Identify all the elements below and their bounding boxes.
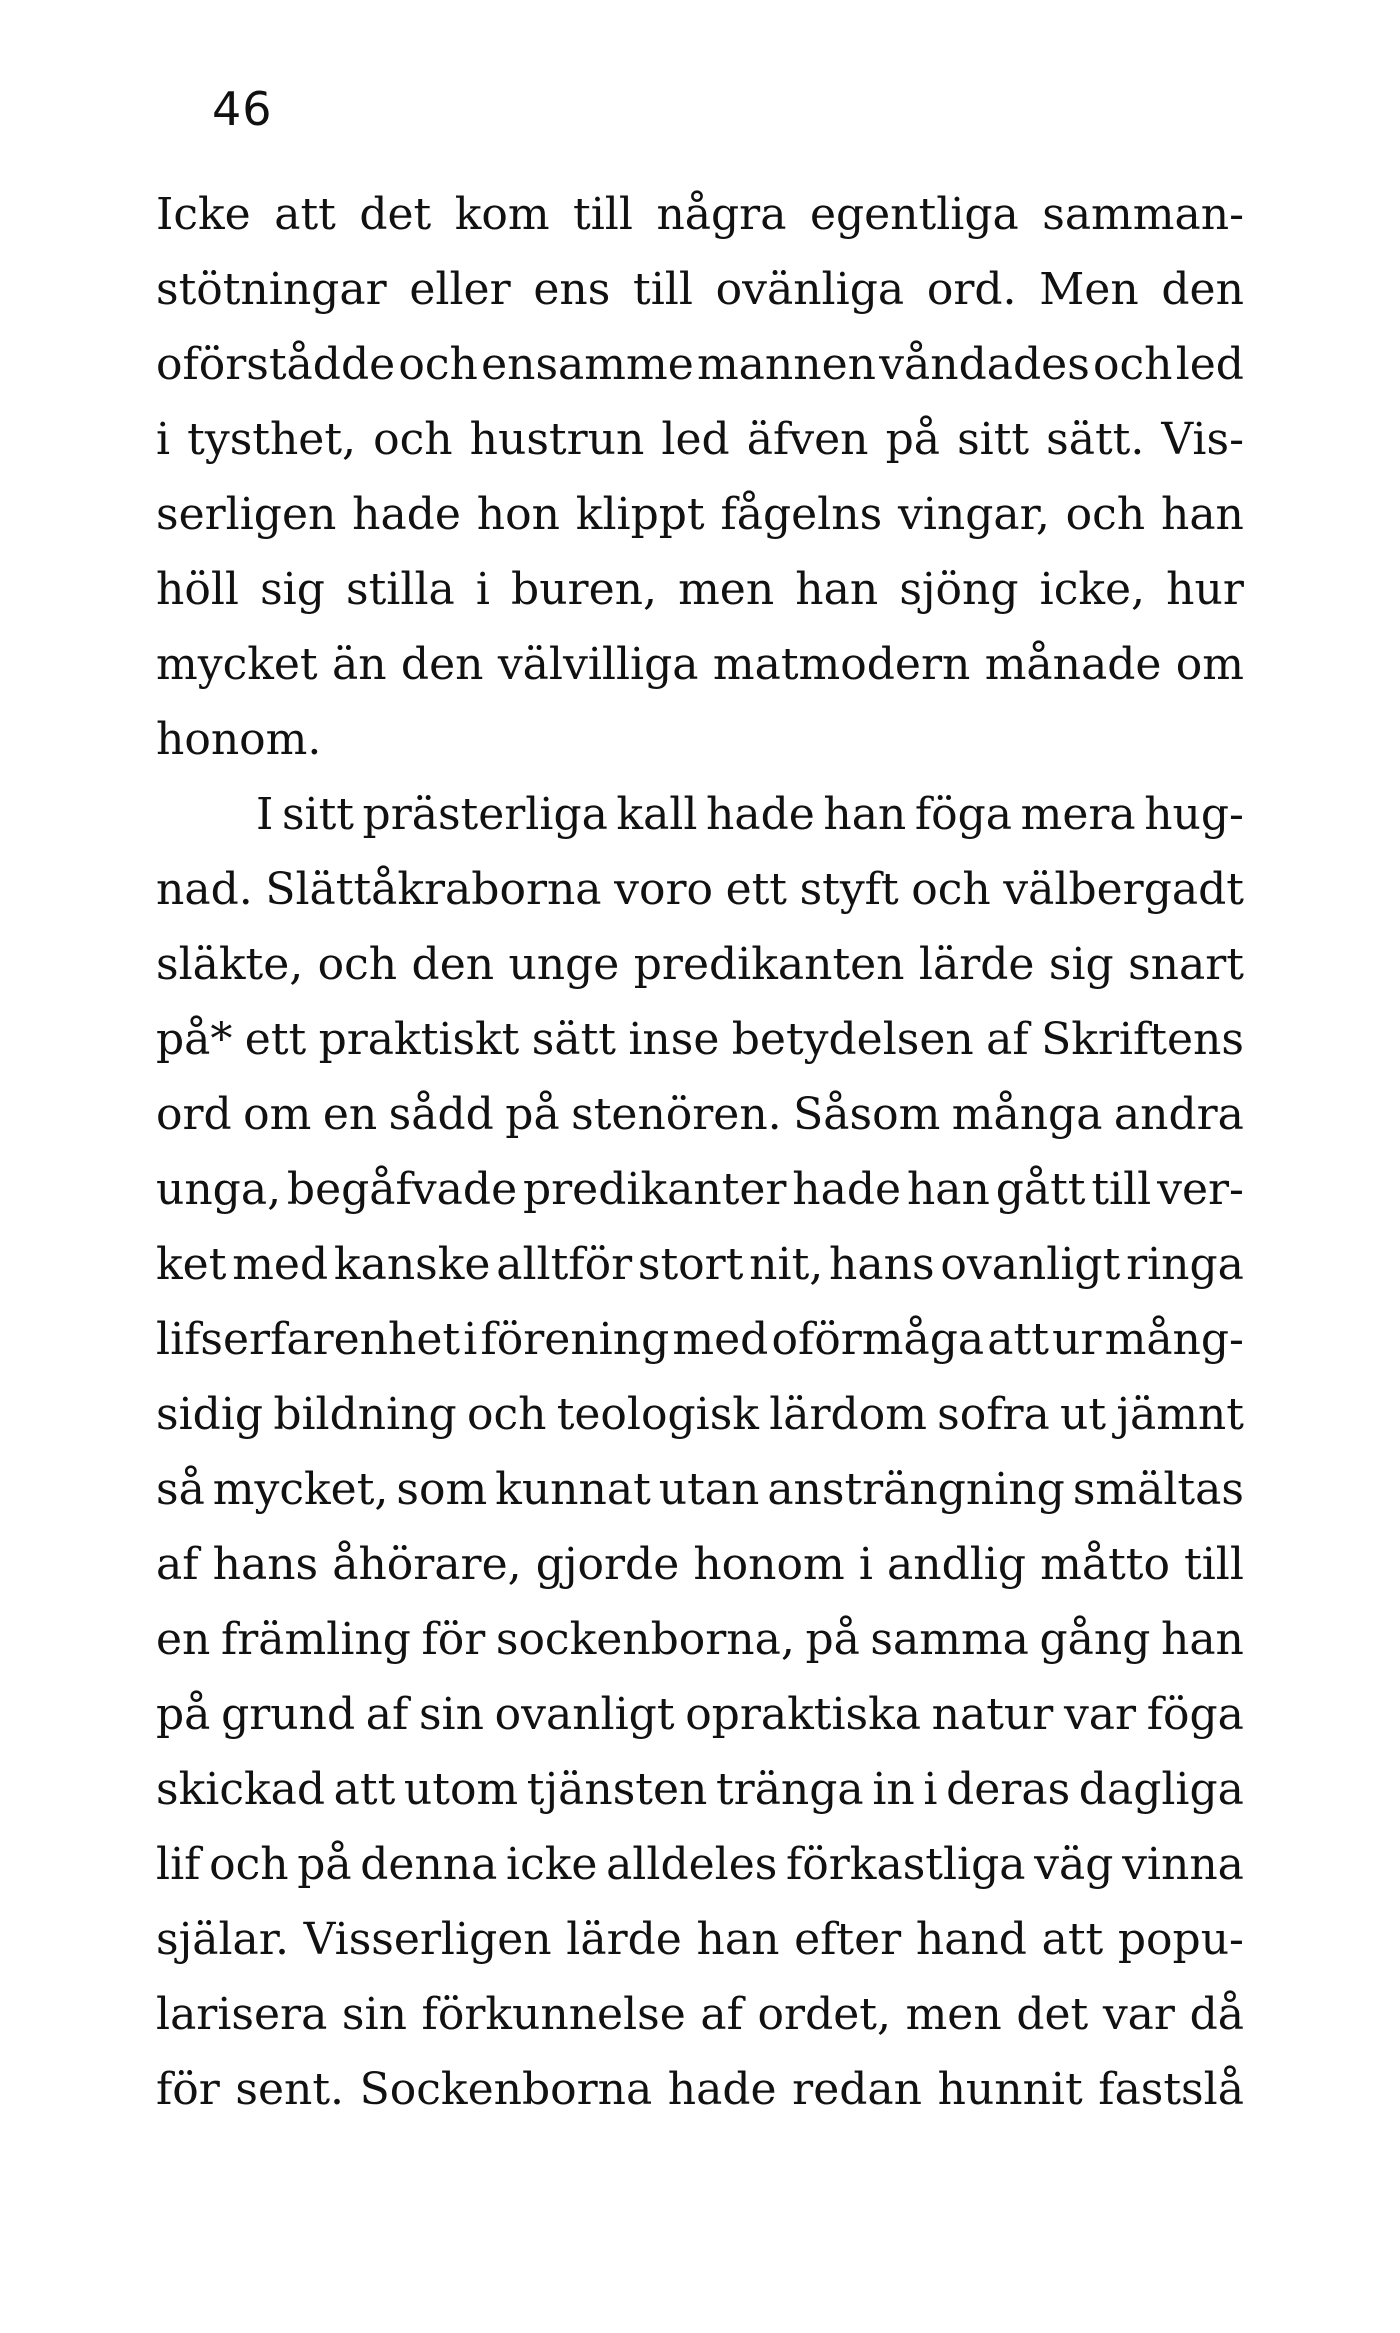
word: vingar,: [897, 489, 1050, 540]
word: kanske: [333, 1239, 491, 1290]
word: ett: [725, 864, 787, 915]
word: kunnat: [495, 1464, 651, 1515]
word: hans: [212, 1539, 319, 1590]
word: i: [923, 1764, 938, 1815]
word: för: [421, 1614, 486, 1665]
word: väg: [1034, 1839, 1114, 1890]
word: förkastliga: [786, 1839, 1026, 1890]
word: våndades: [879, 339, 1090, 390]
word: till: [1091, 1164, 1152, 1215]
word: voro: [614, 864, 713, 915]
word: kall: [616, 789, 698, 840]
text-line: [156, 252, 1244, 327]
word: lärdom: [769, 1389, 927, 1440]
word: serligen: [156, 489, 337, 540]
word: led: [661, 414, 730, 465]
text-line: [156, 702, 1244, 777]
word: sockenborna,: [495, 1614, 795, 1665]
word: och: [209, 1839, 289, 1890]
word: måtto: [1040, 1539, 1170, 1590]
word: hade: [706, 789, 815, 840]
text-line: [156, 777, 1244, 852]
word: sofra: [937, 1389, 1050, 1440]
word: fågelns: [720, 489, 883, 540]
word: mycket,: [212, 1464, 389, 1515]
word: men: [678, 564, 775, 615]
word: ensamme: [481, 339, 694, 390]
word: in: [872, 1764, 915, 1815]
word: han: [696, 1914, 780, 1965]
word: och: [1065, 489, 1146, 540]
word: i: [475, 564, 490, 615]
word: ord: [156, 1089, 232, 1140]
word: stötningar: [156, 264, 387, 315]
word: sätt.: [1046, 414, 1145, 465]
word: ens: [533, 264, 611, 315]
word: sitt: [957, 414, 1030, 465]
word: den: [1161, 264, 1244, 315]
word: i: [156, 414, 171, 465]
word: och: [398, 339, 478, 390]
word: denna: [360, 1839, 498, 1890]
word: gått: [995, 1164, 1086, 1215]
word: till: [573, 189, 633, 240]
word: än: [331, 639, 387, 690]
word: icke: [506, 1839, 598, 1890]
word: mannen: [696, 339, 876, 390]
word: af: [700, 1989, 743, 2040]
word: ordet,: [757, 1989, 891, 2040]
word: fastslå: [1098, 2064, 1244, 2115]
word: på: [156, 1689, 211, 1740]
word: att: [1041, 1914, 1104, 1965]
text-line: [156, 2052, 1244, 2127]
body-text: [156, 177, 1244, 2127]
word: snart: [1128, 939, 1244, 990]
word: alldeles: [606, 1839, 778, 1890]
word: så: [156, 1464, 205, 1515]
word: oförstådde: [156, 339, 396, 390]
word: opraktiska: [685, 1689, 921, 1740]
word: grund: [221, 1689, 356, 1740]
word: alltför: [496, 1239, 633, 1290]
word: af: [986, 1014, 1029, 1065]
word: han: [823, 789, 907, 840]
word: hunnit: [937, 2064, 1083, 2115]
word: om: [1175, 639, 1244, 690]
text-line: [156, 1302, 1244, 1377]
word: praktiskt: [318, 1014, 520, 1065]
word: icke,: [1039, 564, 1146, 615]
word: det: [1016, 1989, 1089, 2040]
word: ur: [1052, 1314, 1102, 1365]
word: mycket: [156, 639, 318, 690]
word: honom.: [156, 714, 322, 765]
word: eller: [409, 264, 511, 315]
word: unga,: [156, 1164, 282, 1215]
word: gång: [1039, 1614, 1151, 1665]
word: nad.: [156, 864, 253, 915]
word: led: [1175, 339, 1244, 390]
word: välvilliga: [497, 639, 699, 690]
word: predikanten: [633, 939, 905, 990]
word: hade: [352, 489, 461, 540]
word: lärde: [918, 939, 1035, 990]
word: äfven: [746, 414, 869, 465]
word: klippt: [575, 489, 705, 540]
word: främling: [220, 1614, 411, 1665]
word: ovänliga: [715, 264, 905, 315]
text-line: [156, 1602, 1244, 1677]
word: sig: [260, 564, 325, 615]
word: att: [274, 189, 336, 240]
word: och: [317, 939, 398, 990]
word: han: [795, 564, 879, 615]
word: kom: [454, 189, 550, 240]
word: oförmåga: [771, 1314, 985, 1365]
word: föga: [1146, 1689, 1244, 1740]
word: på: [505, 1089, 560, 1140]
text-line: [156, 927, 1244, 1002]
word: Icke: [156, 189, 251, 240]
word: sätt: [531, 1014, 616, 1065]
word: på*: [156, 1014, 233, 1065]
word: sjöng: [899, 564, 1019, 615]
word: betydelsen: [731, 1014, 974, 1065]
word: och: [373, 414, 453, 465]
word: han: [906, 1164, 990, 1215]
text-line: [156, 852, 1244, 927]
word: unge: [508, 939, 620, 990]
word: stort: [637, 1239, 744, 1290]
word: sidig: [156, 1389, 264, 1440]
word: var: [1102, 1989, 1175, 2040]
word: dagliga: [1078, 1764, 1244, 1815]
word: natur: [931, 1689, 1054, 1740]
word: styft: [799, 864, 899, 915]
word: mera: [1020, 789, 1136, 840]
word: andlig: [887, 1539, 1027, 1590]
text-line: [156, 627, 1244, 702]
word: med: [672, 1314, 769, 1365]
word: till: [1184, 1539, 1244, 1590]
word: till: [633, 264, 693, 315]
word: tysthet,: [187, 414, 357, 465]
word: och: [911, 864, 991, 915]
word: sig: [1048, 939, 1114, 990]
word: det: [359, 189, 432, 240]
word: Men: [1039, 264, 1139, 315]
word: tjänsten: [526, 1764, 708, 1815]
word: Vis-: [1161, 414, 1244, 465]
word: en: [156, 1614, 211, 1665]
word: tränga: [715, 1764, 864, 1815]
word: lärde: [566, 1914, 682, 1965]
word: larisera: [156, 1989, 328, 2040]
word: då: [1189, 1989, 1244, 2040]
word: jämnt: [1116, 1389, 1244, 1440]
word: månade: [984, 639, 1162, 690]
word: honom: [693, 1539, 845, 1590]
word: ut: [1060, 1389, 1107, 1440]
text-line: [156, 1827, 1244, 1902]
word: ord.: [926, 264, 1017, 315]
word: teologisk: [556, 1389, 759, 1440]
word: ver-: [1157, 1164, 1244, 1215]
word: smältas: [1072, 1464, 1244, 1515]
word: deras: [946, 1764, 1071, 1815]
word: ovanligt: [940, 1239, 1121, 1290]
word: prästerliga: [362, 789, 608, 840]
text-line: [156, 552, 1244, 627]
word: efter: [794, 1914, 902, 1965]
word: förening: [480, 1314, 670, 1365]
word: en: [322, 1089, 378, 1140]
word: höll: [156, 564, 239, 615]
word: i: [858, 1539, 873, 1590]
word: popu-: [1117, 1914, 1244, 1965]
text-line: [156, 1527, 1244, 1602]
word: hon: [476, 489, 560, 540]
text-line: [156, 1002, 1244, 1077]
word: han: [1160, 1614, 1244, 1665]
word: Skriftens: [1041, 1014, 1244, 1065]
word: ett: [244, 1014, 307, 1065]
word: samman-: [1042, 189, 1244, 240]
word: mång-: [1104, 1314, 1244, 1365]
word: lifserfarenhet: [156, 1314, 461, 1365]
word: att: [987, 1314, 1049, 1365]
page-number: 46: [212, 82, 273, 136]
word: af: [156, 1539, 199, 1590]
word: hade: [667, 2064, 777, 2115]
word: lif: [156, 1839, 201, 1890]
text-line: [156, 327, 1244, 402]
word: hade: [792, 1164, 902, 1215]
word: sin: [418, 1689, 484, 1740]
word: som: [396, 1464, 488, 1515]
word: samma: [870, 1614, 1029, 1665]
word: åhörare,: [332, 1539, 522, 1590]
word: för: [156, 2064, 220, 2115]
word: själar.: [156, 1914, 289, 1965]
text-line: [156, 1152, 1244, 1227]
word: sitt: [281, 789, 354, 840]
word: han: [1160, 489, 1244, 540]
word: hustrun: [469, 414, 645, 465]
word: matmodern: [712, 639, 971, 690]
word: vinna: [1122, 1839, 1244, 1890]
word: välbergadt: [1003, 864, 1244, 915]
word: var: [1063, 1689, 1137, 1740]
word: på: [805, 1614, 860, 1665]
word: förkunnelse: [421, 1989, 686, 2040]
text-line: [156, 1677, 1244, 1752]
word: släkte,: [156, 939, 304, 990]
text-line: [156, 1377, 1244, 1452]
word: af: [365, 1689, 409, 1740]
word: och: [466, 1389, 547, 1440]
word: predikanter: [522, 1164, 787, 1215]
text-line: [156, 1227, 1244, 1302]
text-line: [156, 1077, 1244, 1152]
text-line: [156, 177, 1244, 252]
word: redan: [792, 2064, 922, 2115]
word: Slättåkraborna: [265, 864, 602, 915]
text-line: [156, 1752, 1244, 1827]
word: om: [243, 1089, 312, 1140]
word: sådd: [388, 1089, 494, 1140]
word: bildning: [273, 1389, 457, 1440]
word: utom: [403, 1764, 519, 1815]
word: den: [411, 939, 495, 990]
word: hug-: [1144, 789, 1244, 840]
text-line: [156, 402, 1244, 477]
word: och: [1093, 339, 1173, 390]
word: många: [951, 1089, 1103, 1140]
word: Visserligen: [303, 1914, 552, 1965]
word: på: [885, 414, 940, 465]
word: buren,: [511, 564, 657, 615]
word: ket: [156, 1239, 227, 1290]
word: nit,: [749, 1239, 824, 1290]
word: egentliga: [809, 189, 1019, 240]
word: sent.: [235, 2064, 345, 2115]
word: andra: [1113, 1089, 1244, 1140]
word: hans: [829, 1239, 935, 1290]
word: utan: [658, 1464, 760, 1515]
word: skickad: [156, 1764, 326, 1815]
word: ansträngning: [767, 1464, 1065, 1515]
word: Såsom: [793, 1089, 941, 1140]
word: i: [463, 1314, 478, 1365]
word: Sockenborna: [359, 2064, 653, 2115]
word: stilla: [346, 564, 455, 615]
word: hand: [915, 1914, 1027, 1965]
word: sin: [341, 1989, 407, 2040]
text-line: [156, 1902, 1244, 1977]
word: föga: [914, 789, 1013, 840]
text-line: [156, 1977, 1244, 2052]
text-line: [156, 477, 1244, 552]
word: hur: [1166, 564, 1244, 615]
word: med: [232, 1239, 329, 1290]
word: ovanligt: [494, 1689, 675, 1740]
word: att: [333, 1764, 396, 1815]
word: några: [656, 189, 787, 240]
word: på: [297, 1839, 352, 1890]
word: stenören.: [571, 1089, 782, 1140]
word: I: [256, 789, 274, 840]
word: gjorde: [535, 1539, 680, 1590]
word: inse: [628, 1014, 720, 1065]
word: men: [905, 1989, 1002, 2040]
word: den: [400, 639, 484, 690]
text-line: [156, 1452, 1244, 1527]
word: begåfvade: [286, 1164, 518, 1215]
word: ringa: [1126, 1239, 1244, 1290]
